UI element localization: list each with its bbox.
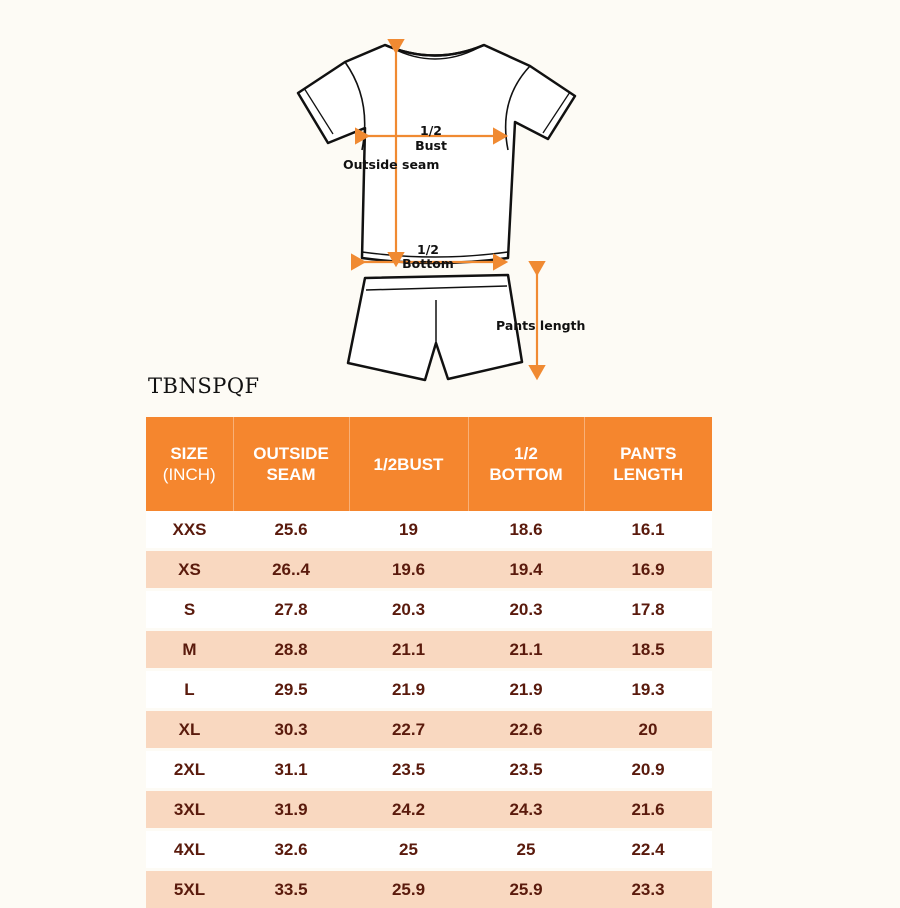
value-cell: 31.9 <box>233 790 349 830</box>
value-cell: 25.6 <box>233 511 349 550</box>
value-cell: 16.1 <box>584 511 712 550</box>
size-cell: 3XL <box>146 790 233 830</box>
value-cell: 20.9 <box>584 750 712 790</box>
value-cell: 25 <box>468 830 584 870</box>
value-cell: 17.8 <box>584 590 712 630</box>
header-line: 1/2BUST <box>374 455 444 474</box>
value-cell: 20.3 <box>468 590 584 630</box>
value-cell: 25.9 <box>349 870 468 908</box>
header-line: PANTS <box>620 444 676 463</box>
tshirt-illustration <box>298 45 575 263</box>
bottom-label: 1/2 <box>417 242 439 257</box>
value-cell: 20 <box>584 710 712 750</box>
value-cell: 20.3 <box>349 590 468 630</box>
svg-text:Bottom: Bottom <box>402 256 454 271</box>
value-cell: 31.1 <box>233 750 349 790</box>
size-cell: XS <box>146 550 233 590</box>
header-line: OUTSIDE <box>253 444 329 463</box>
value-cell: 28.8 <box>233 630 349 670</box>
value-cell: 19.3 <box>584 670 712 710</box>
size-cell: 5XL <box>146 870 233 908</box>
value-cell: 19.4 <box>468 550 584 590</box>
value-cell: 32.6 <box>233 830 349 870</box>
bust-label: 1/2 <box>420 123 442 138</box>
value-cell: 22.7 <box>349 710 468 750</box>
value-cell: 19 <box>349 511 468 550</box>
garment-diagram <box>0 0 900 400</box>
column-header <box>349 417 468 511</box>
value-cell: 24.3 <box>468 790 584 830</box>
header-line: 1/2 <box>514 444 538 463</box>
size-chart <box>146 417 712 908</box>
size-cell: L <box>146 670 233 710</box>
column-header <box>233 417 349 511</box>
table-body <box>146 511 712 908</box>
size-cell: 2XL <box>146 750 233 790</box>
value-cell: 25.9 <box>468 870 584 908</box>
table-row <box>146 630 712 670</box>
header-line: (INCH) <box>163 465 216 484</box>
outside-seam-label: Outside seam <box>343 157 439 172</box>
value-cell: 16.9 <box>584 550 712 590</box>
table-row <box>146 750 712 790</box>
table-row <box>146 790 712 830</box>
header-line: LENGTH <box>613 465 683 484</box>
value-cell: 30.3 <box>233 710 349 750</box>
table-row <box>146 670 712 710</box>
value-cell: 22.4 <box>584 830 712 870</box>
table-row <box>146 590 712 630</box>
column-header <box>146 417 233 511</box>
value-cell: 21.9 <box>349 670 468 710</box>
header-line: SIZE <box>170 444 208 463</box>
value-cell: 29.5 <box>233 670 349 710</box>
column-header <box>584 417 712 511</box>
svg-text:Bust: Bust <box>415 138 447 153</box>
table-row <box>146 511 712 550</box>
value-cell: 27.8 <box>233 590 349 630</box>
value-cell: 23.5 <box>468 750 584 790</box>
value-cell: 19.6 <box>349 550 468 590</box>
value-cell: 21.6 <box>584 790 712 830</box>
size-cell: M <box>146 630 233 670</box>
size-cell: S <box>146 590 233 630</box>
value-cell: 24.2 <box>349 790 468 830</box>
value-cell: 33.5 <box>233 870 349 908</box>
value-cell: 18.5 <box>584 630 712 670</box>
value-cell: 21.1 <box>468 630 584 670</box>
size-cell: 4XL <box>146 830 233 870</box>
size-cell: XL <box>146 710 233 750</box>
header-line: BOTTOM <box>489 465 562 484</box>
header-line: SEAM <box>266 465 315 484</box>
table-row <box>146 550 712 590</box>
column-header <box>468 417 584 511</box>
value-cell: 18.6 <box>468 511 584 550</box>
value-cell: 23.5 <box>349 750 468 790</box>
table-row <box>146 830 712 870</box>
value-cell: 25 <box>349 830 468 870</box>
value-cell: 23.3 <box>584 870 712 908</box>
pants-length-label: Pants length <box>496 318 585 333</box>
size-cell: XXS <box>146 511 233 550</box>
table-row <box>146 870 712 908</box>
value-cell: 21.1 <box>349 630 468 670</box>
value-cell: 26..4 <box>233 550 349 590</box>
value-cell: 22.6 <box>468 710 584 750</box>
brand-name: TBNSPQF <box>148 374 260 398</box>
size-table <box>146 417 712 908</box>
table-header-row <box>146 417 712 511</box>
value-cell: 21.9 <box>468 670 584 710</box>
table-row <box>146 710 712 750</box>
